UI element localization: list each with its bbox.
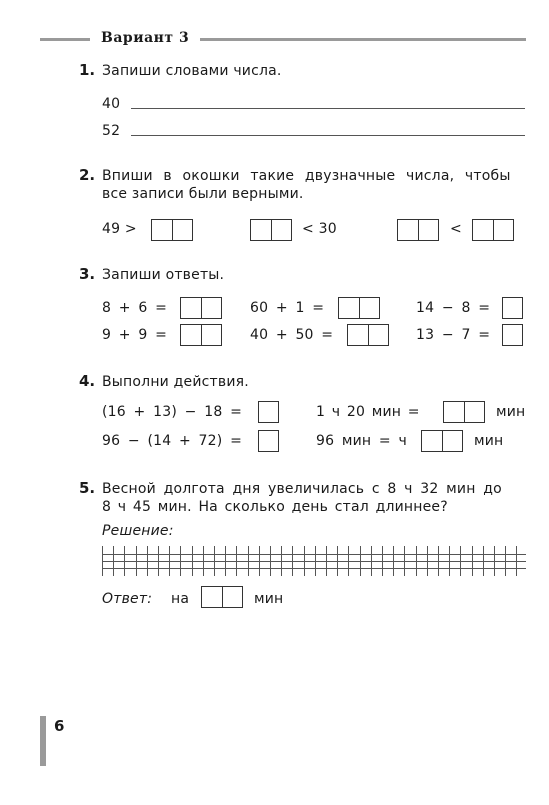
solution-grid-tick — [225, 546, 226, 576]
solution-grid-tick — [393, 546, 394, 576]
task-3-text: Запиши ответы. — [102, 267, 225, 283]
task-5-number: 5. — [79, 479, 96, 497]
solution-grid-tick — [505, 546, 506, 576]
task-5-answer-unit: мин — [254, 591, 284, 607]
task-2-number: 2. — [79, 166, 96, 184]
task-3-r1c3: 14 − 8 = — [416, 300, 491, 316]
solution-grid-tick — [236, 546, 237, 576]
solution-grid-tick — [180, 546, 181, 576]
task-2-ex2-label: < 30 — [302, 221, 337, 237]
task-2-ex1-label: 49 > — [102, 221, 137, 237]
task-3-r1c2-box[interactable] — [338, 297, 380, 319]
task-2-ex3-box-right[interactable] — [472, 219, 514, 241]
task-1-item-52: 52 — [102, 123, 121, 139]
solution-grid-tick — [371, 546, 372, 576]
solution-grid-tick — [203, 546, 204, 576]
solution-grid-tick — [404, 546, 405, 576]
solution-grid-tick — [147, 546, 148, 576]
task-1-answer-line-2[interactable] — [131, 135, 525, 136]
task-4-r1c1: (16 + 13) − 18 = — [102, 404, 243, 420]
task-1-text: Запиши словами числа. — [102, 63, 282, 79]
page-number-bar — [40, 716, 46, 766]
solution-grid-tick — [427, 546, 428, 576]
solution-grid-tick — [360, 546, 361, 576]
task-1-number: 1. — [79, 61, 96, 79]
task-4-r2c2-box[interactable] — [421, 430, 463, 452]
header-rule-left — [40, 38, 90, 41]
task-3-r2c1: 9 + 9 = — [102, 327, 168, 343]
solution-grid-tick — [494, 546, 495, 576]
solution-grid-tick — [102, 546, 103, 576]
task-4-text: Выполни действия. — [102, 374, 249, 390]
solution-grid-tick — [292, 546, 293, 576]
solution-grid-tick — [337, 546, 338, 576]
task-2-ex2-box[interactable] — [250, 219, 292, 241]
solution-grid-tick — [449, 546, 450, 576]
task-4-number: 4. — [79, 372, 96, 390]
solution-grid-tick — [169, 546, 170, 576]
solution-grid-tick — [270, 546, 271, 576]
task-2-text-line-2: все записи были верными. — [102, 186, 304, 202]
variant-title: Вариант 3 — [101, 30, 190, 46]
task-3-r2c1-box[interactable] — [180, 324, 222, 346]
task-3-r1c3-box[interactable] — [502, 297, 523, 319]
task-3-number: 3. — [79, 265, 96, 283]
task-4-r1c2: 1 ч 20 мин = — [316, 404, 420, 420]
solution-grid-tick — [416, 546, 417, 576]
task-2-ex3-sign: < — [450, 221, 462, 237]
solution-grid-tick — [214, 546, 215, 576]
solution-grid-tick — [136, 546, 137, 576]
solution-grid-tick — [304, 546, 305, 576]
task-3-r1c1-box[interactable] — [180, 297, 222, 319]
task-3-r1c2: 60 + 1 = — [250, 300, 325, 316]
task-4-r1c2-unit: мин — [496, 404, 526, 420]
task-4-r2c2-unit: мин — [474, 433, 504, 449]
task-4-r1c1-box[interactable] — [258, 401, 279, 423]
task-3-r2c3: 13 − 7 = — [416, 327, 491, 343]
solution-grid-tick — [460, 546, 461, 576]
solution-grid-tick — [259, 546, 260, 576]
task-2-ex1-box[interactable] — [151, 219, 193, 241]
solution-grid-tick — [192, 546, 193, 576]
task-1-answer-line-1[interactable] — [131, 108, 525, 109]
task-5-solution-label: Решение: — [102, 523, 174, 539]
solution-grid-tick — [438, 546, 439, 576]
header-rule-right — [200, 38, 526, 41]
solution-grid[interactable] — [102, 546, 526, 576]
task-2-ex3-box-left[interactable] — [397, 219, 439, 241]
task-2-text-line-1: Впиши в окошки такие двузначные числа, чтобы — [102, 168, 511, 184]
task-5-text-line-2: 8 ч 45 мин. На сколько день стал длиннее? — [102, 499, 448, 515]
solution-grid-tick — [158, 546, 159, 576]
solution-grid-tick — [281, 546, 282, 576]
solution-grid-tick — [348, 546, 349, 576]
task-3-r1c1: 8 + 6 = — [102, 300, 168, 316]
task-4-r2c1-box[interactable] — [258, 430, 279, 452]
page-number: 6 — [54, 717, 65, 735]
solution-grid-tick — [248, 546, 249, 576]
task-4-r2c1: 96 − (14 + 72) = — [102, 433, 243, 449]
task-4-r1c2-box[interactable] — [443, 401, 485, 423]
solution-grid-tick — [326, 546, 327, 576]
task-3-r2c2-box[interactable] — [347, 324, 389, 346]
solution-grid-tick — [483, 546, 484, 576]
task-5-answer-pre: на — [171, 591, 190, 607]
task-1-item-40: 40 — [102, 96, 121, 112]
task-5-answer-label: Ответ: — [102, 591, 153, 607]
solution-grid-tick — [124, 546, 125, 576]
solution-grid-tick — [472, 546, 473, 576]
task-5-text-line-1: Весной долгота дня увеличилась с 8 ч 32 мин до — [102, 481, 502, 497]
task-3-r2c2: 40 + 50 = — [250, 327, 334, 343]
task-3-r2c3-box[interactable] — [502, 324, 523, 346]
task-5-answer-box[interactable] — [201, 586, 243, 608]
solution-grid-tick — [382, 546, 383, 576]
task-4-r2c2: 96 мин = ч — [316, 433, 407, 449]
solution-grid-tick — [315, 546, 316, 576]
solution-grid-tick — [516, 546, 517, 576]
solution-grid-tick — [113, 546, 114, 576]
